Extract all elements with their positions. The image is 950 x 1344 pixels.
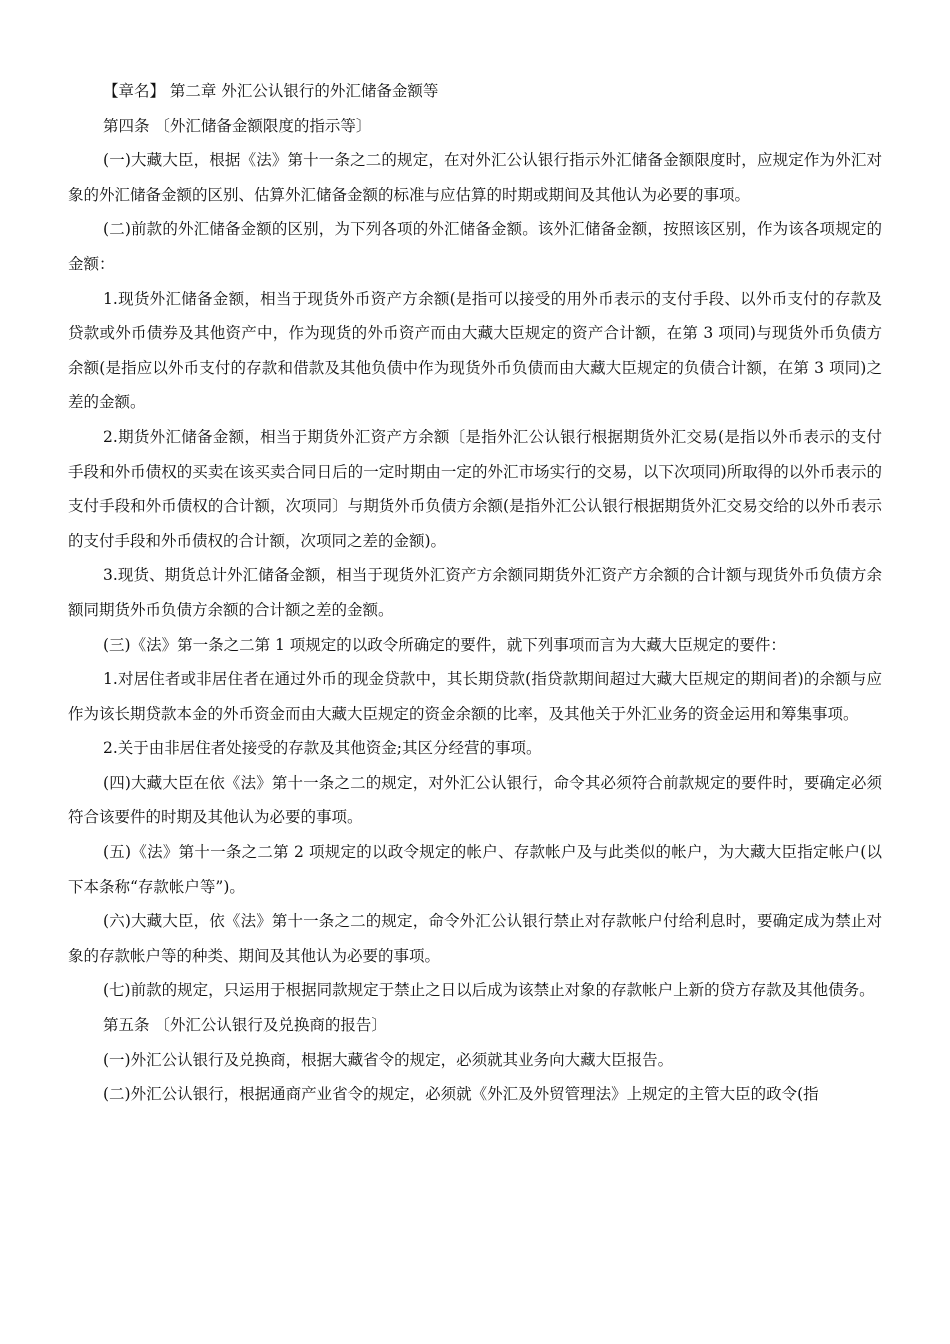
article-4-clause-3-item-1: 1.对居住者或非居住者在通过外币的现金贷款中，其长期贷款(指贷款期间超过大藏大臣规定的期间者)的余额与应作为该长期贷款本金的外币资金而由大藏大臣规定的资金余额的比率，及其他关于外汇业务的资金运用和筹集事项。: [68, 670, 882, 723]
article-4-clause-1: (一)大藏大臣，根据《法》第十一条之二的规定，在对外汇公认银行指示外汇储备金额限度时，应规定作为外汇对象的外汇储备金额的区别、估算外汇储备金额的标准与应估算的时期或期间及其他认为必要的事项。: [68, 151, 882, 204]
article-4-clause-4: (四)大藏大臣在依《法》第十一条之二的规定，对外汇公认银行，命令其必须符合前款规定的要件时，要确定必须符合该要件的时期及其他认为必要的事项。: [68, 773, 882, 827]
chapter-heading: 【章名】 第二章 外汇公认银行的外汇储备金额等: [103, 82, 439, 100]
article-5-heading: 第五条 〔外汇公认银行及兑换商的报告〕: [103, 1016, 387, 1035]
article-4-clause-6: (六)大藏大臣，依《法》第十一条之二的规定，命令外汇公认银行禁止对存款帐户付给利息时，要确定成为禁止对象的存款帐户等的种类、期间及其他认为必要的事项。: [68, 912, 882, 965]
article-4-clause-2-item-2: 2.期货外汇储备金额，相当于期货外汇资产方余额〔是指外汇公认银行根据期货外汇交易(是指以外币表示的支付手段和外币债权的买卖在该买卖合同日后的一定时期由一定的外汇市场实行的交易，以下次项同)所取得的以外币表示的支付手段和外币债权的合计额，次项同〕与期货外币负债方余额(是指外汇公认银行根据期货外汇交易交给的以外币表示的支付手段和外币债权的合计额，次项同之差的金额)。: [68, 427, 882, 550]
article-4-clause-3-item-2: 2.关于由非居住者处接受的存款及其他资金;其区分经营的事项。: [103, 739, 542, 758]
article-4-clause-2-item-1: 1.现货外汇储备金额，相当于现货外币资产方余额(是指可以接受的用外币表示的支付手段、以外币支付的存款及贷款或外币债券及其他资产中，作为现货的外币资产而由大藏大臣规定的资产合计额，在第 3 项同)与现货外币负债方余额(是指应以外币支付的存款和借款及其他负债中作为现货外币负债而由大藏大臣规定的负债合计额，在第 3 项同)之差的金额。: [68, 289, 882, 412]
article-5-clause-2: (二)外汇公认银行，根据通商产业省令的规定，必须就《外汇及外贸管理法》上规定的主管大臣的政令(指: [103, 1085, 819, 1104]
article-5-clause-1: (一)外汇公认银行及兑换商，根据大藏省令的规定，必须就其业务向大藏大臣报告。: [103, 1050, 674, 1069]
article-4-clause-3: (三)《法》第一条之二第 1 项规定的以政令所确定的要件，就下列事项而言为大藏大臣规定的要件：: [103, 635, 786, 654]
article-4-clause-5: (五)《法》第十一条之二第 2 项规定的以政令规定的帐户、存款帐户及与此类似的帐户，为大藏大臣指定帐户(以下本条称“存款帐户等”)。: [68, 843, 882, 896]
article-4-clause-2-item-3: 3.现货、期货总计外汇储备金额，相当于现货外汇资产方余额同期货外汇资产方余额的合计额与现货外币负债方余额同期货外币负债方余额的合计额之差的金额。: [68, 566, 882, 619]
article-4-clause-7: (七)前款的规定，只运用于根据同款规定于禁止之日以后成为该禁止对象的存款帐户上新的贷方存款及其他债务。: [103, 981, 875, 1000]
document-page: [68, 74, 882, 1112]
article-4-clause-2: (二)前款的外汇储备金额的区别，为下列各项的外汇储备金额。该外汇储备金额，按照该区别，作为该各项规定的金额：: [68, 220, 882, 273]
article-4-heading: 第四条 〔外汇储备金额限度的指示等〕: [103, 116, 372, 135]
